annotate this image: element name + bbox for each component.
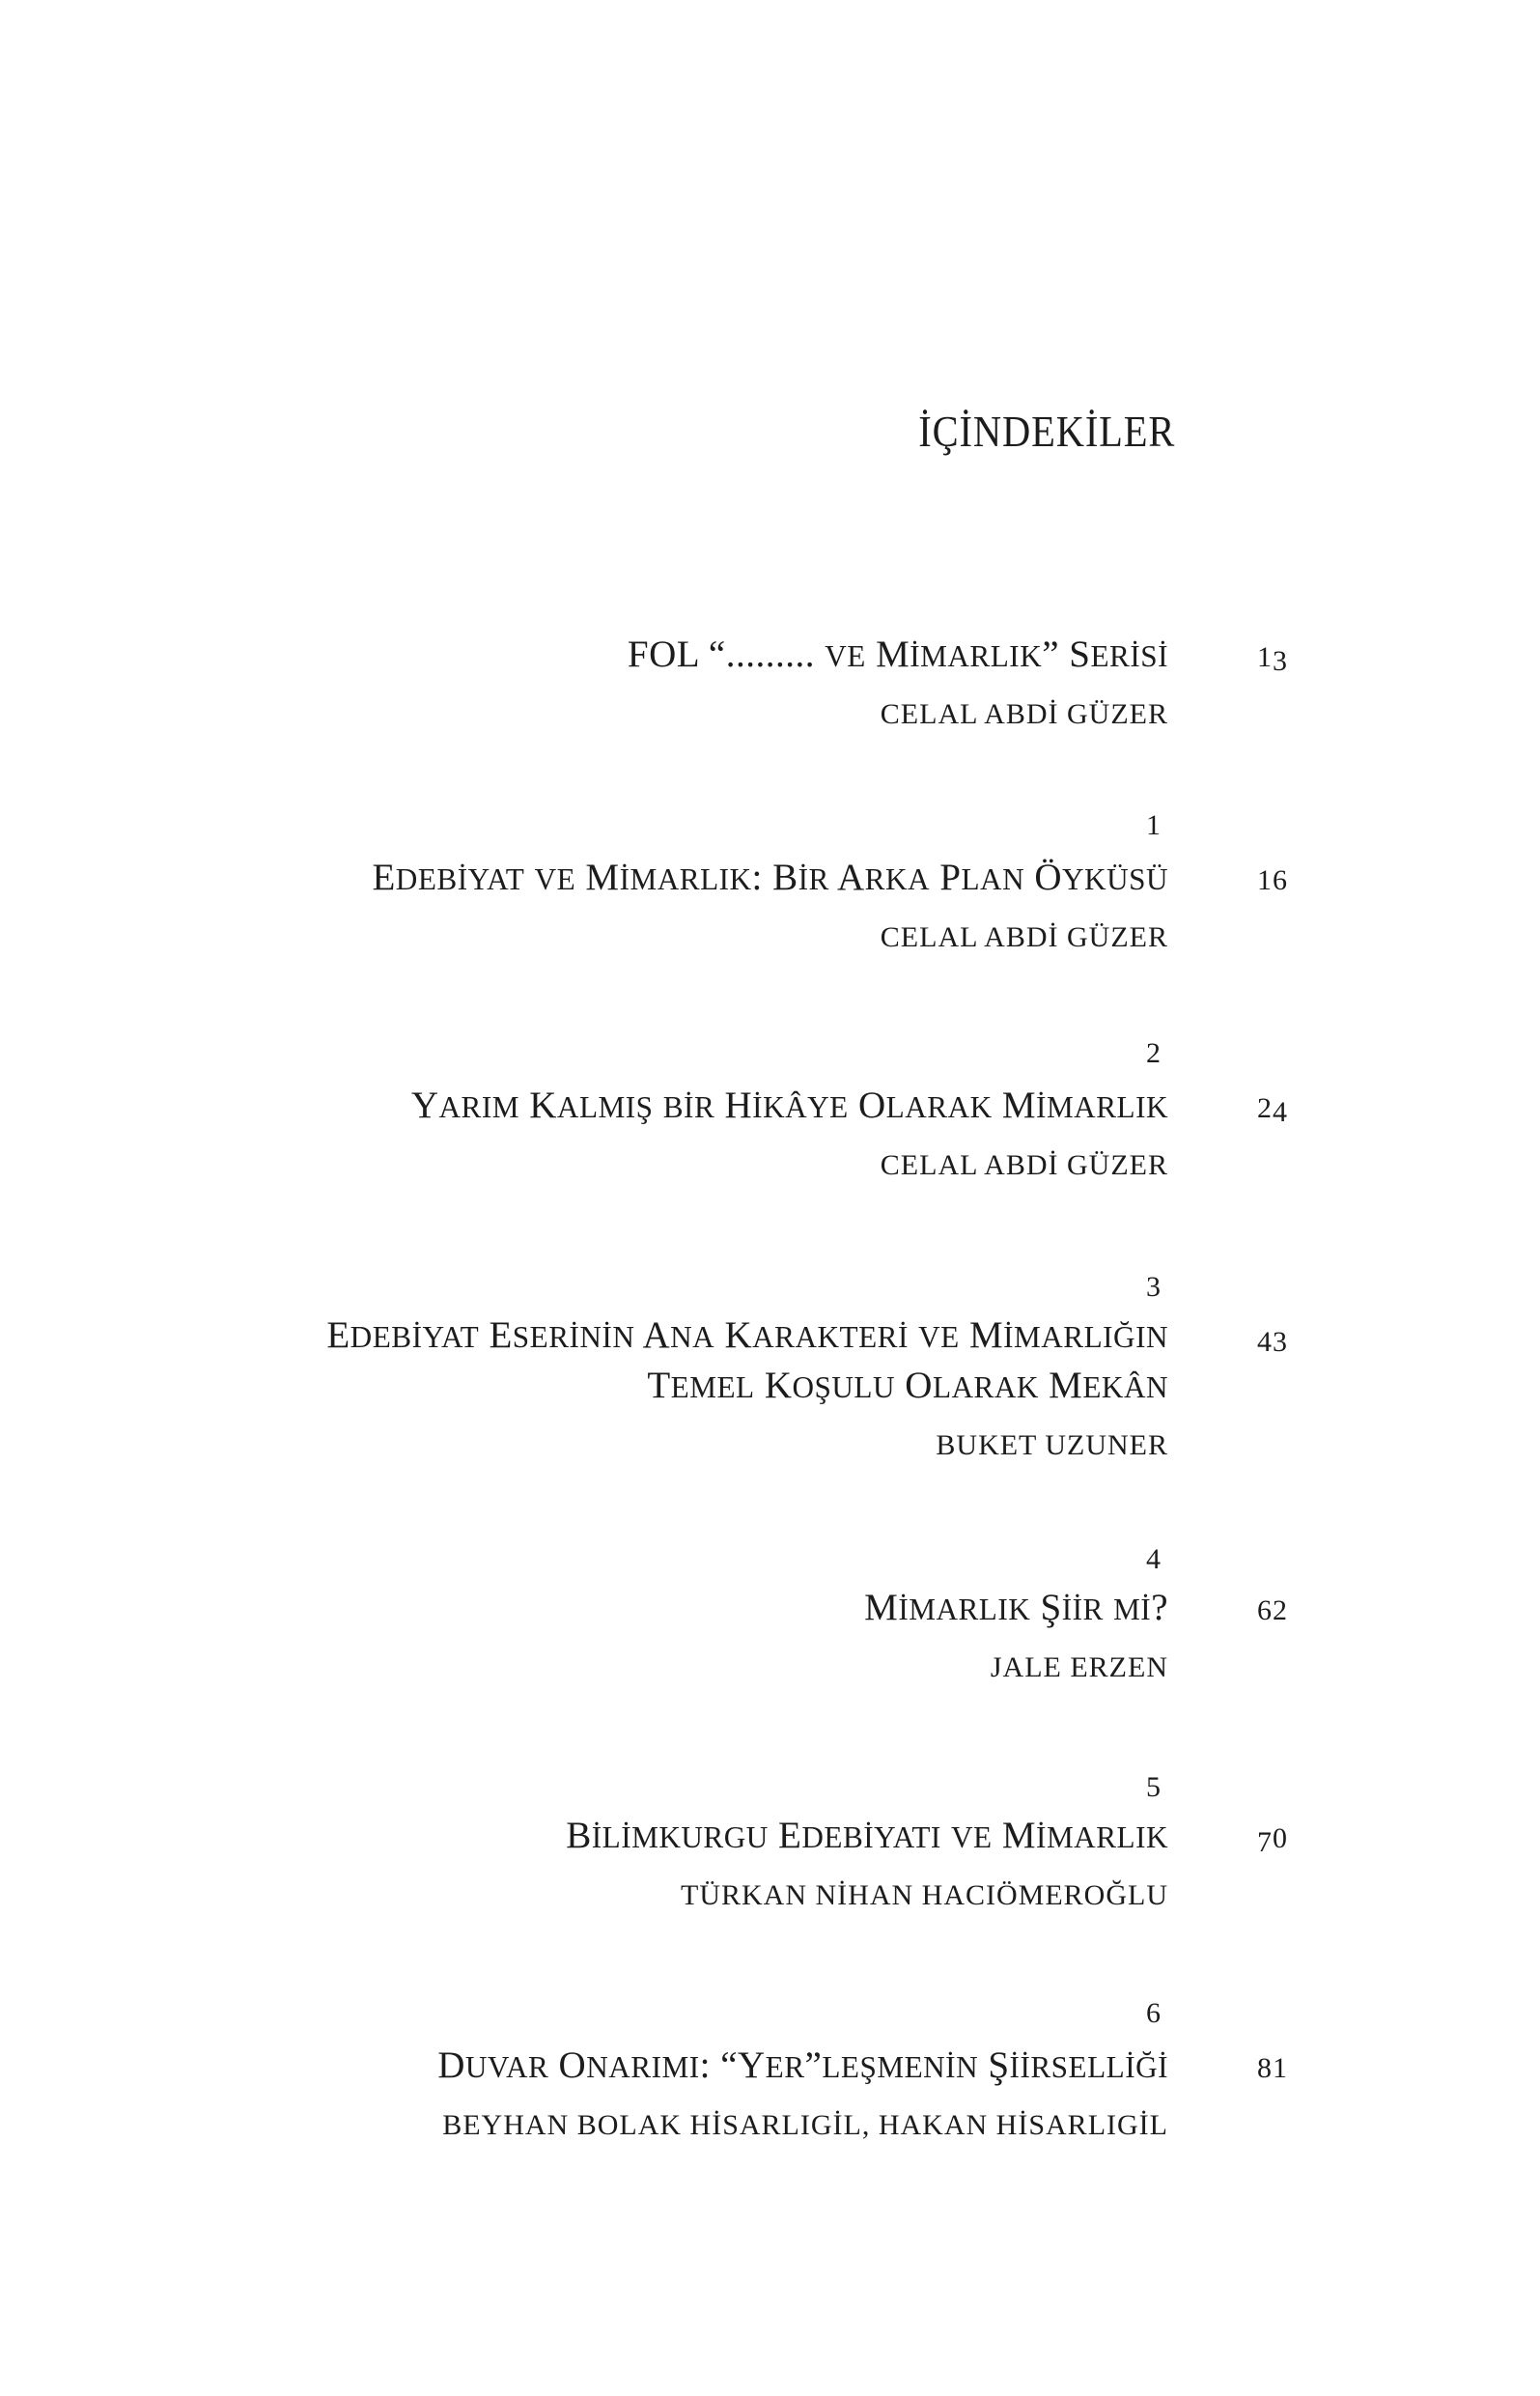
chapter-number: 3 [1146,1271,1162,1304]
toc-entry [0,1997,1288,2141]
entry-title-text: BİLİMKURGU EDEBİYATI VE MİMARLIK [566,1815,1168,1856]
entry-page-number: 16 [1257,864,1288,896]
entry-authors: TÜRKAN NİHAN HACIÖMEROĞLU [681,1879,1168,1911]
entry-authors: JALE ERZEN [990,1651,1168,1683]
entry-page-number: 81 [1257,2052,1288,2084]
chapter-number: 5 [1146,1771,1162,1804]
chapter-number: 2 [1146,1037,1162,1069]
toc-entry [0,1541,1288,1683]
entry-title [0,1584,1288,1634]
entry-title [0,1082,1288,1132]
chapter-number: 1 [1146,809,1162,841]
entry-title [0,1311,1288,1412]
entry-authors: CELAL ABDİ GÜZER [880,921,1168,953]
entry-title-text: EDEBİYAT VE MİMARLIK: BİR ARKA PLAN ÖYKÜSÜ [372,857,1168,898]
toc-entry [0,809,1288,953]
chapter-number: 6 [1146,1997,1162,2029]
entry-page-number: 43 [1257,1326,1288,1359]
entry-page-number: 62 [1257,1594,1288,1626]
toc-entry [0,1769,1288,1911]
entry-title [0,854,1288,904]
chapter-number: 4 [1146,1543,1162,1576]
toc-entry [0,1037,1288,1181]
entry-title-text: MİMARLIK ŞİİR Mİ? [864,1587,1168,1628]
entry-authors: CELAL ABDİ GÜZER [880,1149,1168,1181]
entry-title-text: FOL “......... VE MİMARLIK” SERİSİ [627,634,1168,675]
entry-page-number: 24 [1257,1092,1288,1129]
entry-page-number: 13 [1257,641,1288,678]
entry-page-number: 70 [1257,1822,1288,1859]
entry-title-text: EDEBİYAT ESERİNİN ANA KARAKTERİ VE MİMARLIĞIN TEMEL KOŞULU OLARAK MEKÂN [326,1314,1168,1406]
entry-authors: CELAL ABDİ GÜZER [880,698,1168,730]
contents-heading: İÇİNDEKİLER [917,407,1175,456]
entry-title-text: YARIM KALMIŞ BİR HİKÂYE OLARAK MİMARLIK [410,1085,1168,1126]
entry-title [0,631,1288,681]
entry-authors: BEYHAN BOLAK HİSARLIGİL, HAKAN HİSARLIGİL [442,2109,1168,2141]
toc-entry [0,1269,1288,1461]
toc-entry [0,631,1288,730]
entry-title [0,1812,1288,1862]
entry-authors: BUKET UZUNER [936,1429,1168,1461]
entry-title [0,2042,1288,2092]
entry-title-text: DUVAR ONARIMI: “YER”LEŞMENİN ŞİİRSELLİĞİ [437,2044,1168,2086]
